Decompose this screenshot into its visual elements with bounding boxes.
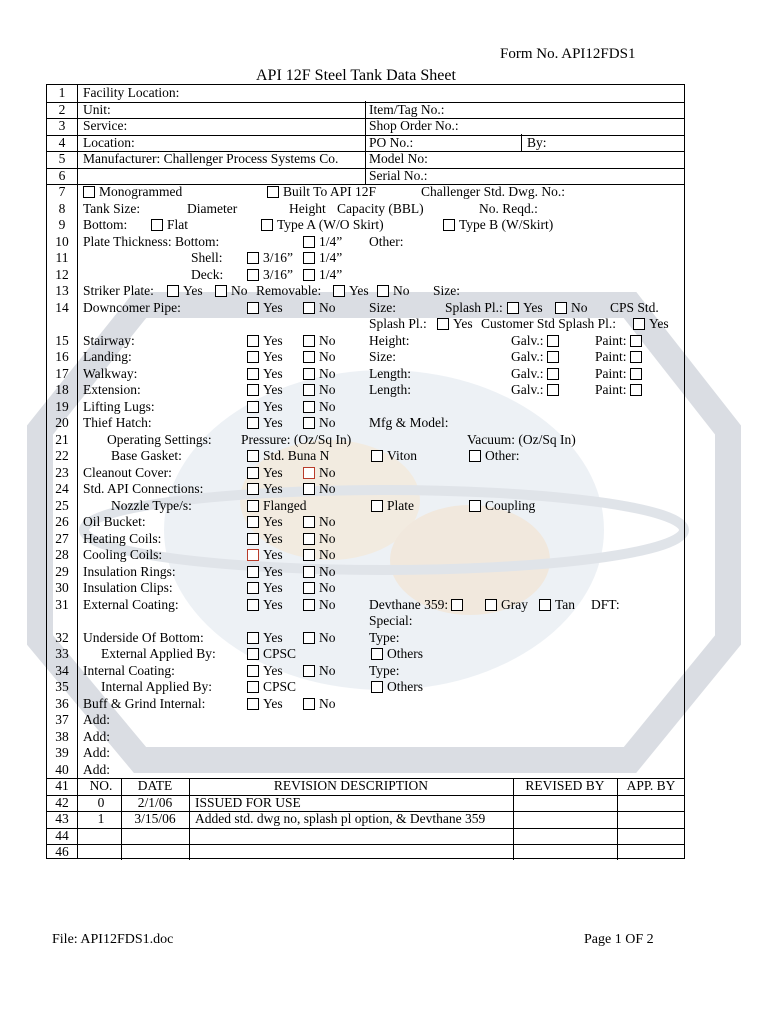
- buff-grind-no-checkbox[interactable]: [303, 698, 315, 710]
- extension-yes-checkbox[interactable]: [247, 384, 259, 396]
- landing-no-checkbox[interactable]: [303, 351, 315, 363]
- flanged-checkbox[interactable]: [247, 500, 259, 512]
- row-18: 18 Extension: Yes No Length: Galv.: Paint:: [47, 382, 684, 399]
- devthane-checkbox[interactable]: [451, 599, 463, 611]
- row-24: 24 Std. API Connections: Yes No: [55, 481, 336, 496]
- thief-hatch-yes-checkbox[interactable]: [247, 417, 259, 429]
- downcomer-yes-checkbox[interactable]: [247, 302, 259, 314]
- bottom-flat-checkbox[interactable]: [151, 219, 163, 231]
- type-a-checkbox[interactable]: [261, 219, 273, 231]
- int-applied-others-checkbox[interactable]: [371, 681, 383, 693]
- approved-by-header: APP. BY: [626, 778, 676, 793]
- row-22: 22 Base Gasket: Std. Buna N Viton Other:: [55, 448, 520, 463]
- row-29: 29 Insulation Rings: Yes No: [55, 563, 336, 579]
- landing-yes-checkbox[interactable]: [247, 351, 259, 363]
- thief-hatch-no-checkbox[interactable]: [303, 417, 315, 429]
- int-coating-yes-checkbox[interactable]: [247, 665, 259, 677]
- row-27: 27 Heating Coils: Yes No: [55, 530, 336, 546]
- serial-no-label: Serial No.:: [369, 167, 428, 183]
- cooling-coils-yes-checkbox[interactable]: [247, 549, 259, 561]
- api-connections-yes-checkbox[interactable]: [247, 483, 259, 495]
- unit-label: Unit:: [83, 101, 111, 117]
- underside-no-checkbox[interactable]: [303, 632, 315, 644]
- row-8: 8 Tank Size: Diameter Height Capacity (BBL) No. Reqd.:: [58, 200, 538, 216]
- lifting-lugs-no-checkbox[interactable]: [303, 401, 315, 413]
- row-2: 2 Unit: Item/Tag No.:: [47, 102, 684, 120]
- row-32: 32 Underside Of Bottom: Yes No Type:: [55, 629, 400, 645]
- rev-date-header: DATE: [137, 778, 173, 793]
- stairway-paint-checkbox[interactable]: [630, 335, 642, 347]
- row-1: 1 Facility Location:: [47, 85, 684, 103]
- splash-yes-checkbox[interactable]: [507, 302, 519, 314]
- revision-header-row: 41 NO. DATE REVISION DESCRIPTION REVISED BY APP. BY: [47, 778, 684, 796]
- deck-1-4-checkbox[interactable]: [303, 269, 315, 281]
- dwg-no-label: Challenger Std. Dwg. No.:: [421, 184, 565, 199]
- built-to-api-checkbox[interactable]: [267, 186, 279, 198]
- form-number: Form No. API12FDS1: [500, 46, 636, 62]
- customer-splash-yes-checkbox[interactable]: [633, 318, 645, 330]
- row-16: 16 Landing: Yes No Size: Galv.: Paint:: [47, 349, 684, 366]
- cooling-coils-no-checkbox[interactable]: [303, 549, 315, 561]
- row-19: 19 Lifting Lugs: Yes No: [55, 398, 336, 414]
- item-tag-label: Item/Tag No.:: [369, 101, 445, 117]
- splash-pl-yes-checkbox[interactable]: [437, 318, 449, 330]
- row-23: 23 Cleanout Cover: Yes No: [55, 464, 336, 480]
- stairway-no-checkbox[interactable]: [303, 335, 315, 347]
- lifting-lugs-yes-checkbox[interactable]: [247, 401, 259, 413]
- facility-location-label: Facility Location:: [83, 85, 180, 100]
- insulation-clips-yes-checkbox[interactable]: [247, 582, 259, 594]
- po-number-label: PO No.:: [369, 134, 414, 150]
- walkway-yes-checkbox[interactable]: [247, 368, 259, 380]
- row-7: 7 Monogrammed Built To API 12F Challenger Std. Dwg. No.:: [58, 184, 565, 199]
- row-36: 36 Buff & Grind Internal: Yes No: [55, 695, 336, 711]
- row-9: 9 Bottom: Flat Type A (W/O Skirt) Type B (W/Skirt): [58, 217, 554, 232]
- row-14: 14 Downcomer Pipe: Yes No Size: Splash Pl.: Yes No CPS Std.: [55, 299, 659, 315]
- data-sheet-form: [46, 84, 685, 859]
- oil-bucket-no-checkbox[interactable]: [303, 516, 315, 528]
- coupling-checkbox[interactable]: [469, 500, 481, 512]
- removable-no-checkbox[interactable]: [377, 285, 389, 297]
- row-28: 28 Cooling Coils: Yes No: [55, 547, 336, 562]
- walkway-paint-checkbox[interactable]: [630, 368, 642, 380]
- row-33: 33 External Applied By: CPSC Others: [55, 646, 423, 661]
- walkway-no-checkbox[interactable]: [303, 368, 315, 380]
- deck-3-16-checkbox[interactable]: [247, 269, 259, 281]
- revision-row: 42 0 2/1/06 ISSUED FOR USE: [47, 795, 684, 813]
- row-13: 13 Striker Plate: Yes No Removable: Yes No Size:: [55, 283, 460, 298]
- row-4: 4 Location: PO No.: By:: [47, 135, 684, 153]
- landing-paint-checkbox[interactable]: [630, 351, 642, 363]
- row-40: 40 Add:: [47, 762, 684, 780]
- revision-row: 44: [47, 828, 684, 846]
- removable-yes-checkbox[interactable]: [333, 285, 345, 297]
- row-30: 30 Insulation Clips: Yes No: [55, 580, 336, 595]
- page-number: Page 1 OF 2: [584, 932, 654, 947]
- manufacturer-label: Manufacturer: Challenger Process Systems Co.: [83, 151, 339, 166]
- tan-checkbox[interactable]: [539, 599, 551, 611]
- extension-no-checkbox[interactable]: [303, 384, 315, 396]
- by-label: By:: [527, 134, 547, 150]
- ext-coating-no-checkbox[interactable]: [303, 599, 315, 611]
- shell-1-4-checkbox[interactable]: [303, 252, 315, 264]
- row-6: 6 Serial No.:: [47, 168, 684, 186]
- row-34: 34 Internal Coating: Yes No Type:: [55, 662, 400, 678]
- splash-no-checkbox[interactable]: [555, 302, 567, 314]
- row-14-continued: Splash Pl.: Yes Customer Std Splash Pl.: Yes: [369, 316, 669, 331]
- extension-galv-checkbox[interactable]: [547, 384, 559, 396]
- row-15: 15 Stairway: Yes No Height: Galv.: Paint:: [47, 333, 684, 350]
- row-26: 26 Oil Bucket: Yes No: [55, 514, 336, 529]
- model-no-label: Model No:: [369, 151, 428, 166]
- heating-coils-yes-checkbox[interactable]: [247, 533, 259, 545]
- plate-checkbox[interactable]: [371, 500, 383, 512]
- striker-no-checkbox[interactable]: [215, 285, 227, 297]
- viton-checkbox[interactable]: [371, 450, 383, 462]
- shop-order-label: Shop Order No.:: [369, 118, 459, 133]
- row-12: 12 Deck: 3/16” 1/4”: [55, 266, 343, 282]
- row-5: 5 Manufacturer: Challenger Process Systems Co. Model No:: [47, 151, 684, 169]
- revised-by-header: REVISED BY: [525, 778, 605, 793]
- downcomer-no-checkbox[interactable]: [303, 302, 315, 314]
- oil-bucket-yes-checkbox[interactable]: [247, 516, 259, 528]
- striker-yes-checkbox[interactable]: [167, 285, 179, 297]
- shell-3-16-checkbox[interactable]: [247, 252, 259, 264]
- row-31: 31 External Coating: Yes No Devthane 359: Gray Tan DFT:: [55, 596, 620, 612]
- cleanout-yes-checkbox[interactable]: [247, 467, 259, 479]
- insulation-rings-yes-checkbox[interactable]: [247, 566, 259, 578]
- row-20: 20 Thief Hatch: Yes No Mfg & Model:: [55, 415, 449, 430]
- row-21: 21 Operating Settings: Pressure: (Oz/Sq In) Vacuum: (Oz/Sq In): [55, 431, 576, 447]
- row-35: 35 Internal Applied By: CPSC Others: [55, 679, 423, 694]
- rev-description-header: REVISION DESCRIPTION: [273, 778, 429, 793]
- gray-checkbox[interactable]: [485, 599, 497, 611]
- row-10: 10 Plate Thickness: Bottom: 1/4” Other:: [55, 233, 404, 249]
- rev-no-header: NO.: [89, 778, 113, 793]
- file-name: File: API12FDS1.doc: [52, 932, 174, 947]
- int-applied-cpsc-checkbox[interactable]: [247, 681, 259, 693]
- page-title: API 12F Steel Tank Data Sheet: [256, 67, 456, 84]
- cleanout-no-checkbox[interactable]: [303, 467, 315, 479]
- insulation-rings-no-checkbox[interactable]: [303, 566, 315, 578]
- landing-galv-checkbox[interactable]: [547, 351, 559, 363]
- row-38: 38 Add:: [55, 728, 110, 744]
- buff-grind-yes-checkbox[interactable]: [247, 698, 259, 710]
- row-37: 37 Add:: [55, 712, 110, 727]
- row-17: 17 Walkway: Yes No Length: Galv.: Paint:: [47, 366, 684, 383]
- monogrammed-checkbox[interactable]: [83, 186, 95, 198]
- heating-coils-no-checkbox[interactable]: [303, 533, 315, 545]
- stairway-galv-checkbox[interactable]: [547, 335, 559, 347]
- ext-coating-yes-checkbox[interactable]: [247, 599, 259, 611]
- api-connections-no-checkbox[interactable]: [303, 483, 315, 495]
- bottom-quarter-checkbox[interactable]: [303, 236, 315, 248]
- row-25: 25 Nozzle Type/s: Flanged Plate Coupling: [55, 497, 536, 513]
- insulation-clips-no-checkbox[interactable]: [303, 582, 315, 594]
- int-coating-no-checkbox[interactable]: [303, 665, 315, 677]
- ext-applied-cpsc-checkbox[interactable]: [247, 648, 259, 660]
- ext-applied-others-checkbox[interactable]: [371, 648, 383, 660]
- underside-yes-checkbox[interactable]: [247, 632, 259, 644]
- walkway-galv-checkbox[interactable]: [547, 368, 559, 380]
- row-11: 11 Shell: 3/16” 1/4”: [55, 250, 343, 265]
- type-b-checkbox[interactable]: [443, 219, 455, 231]
- row-39: 39 Add:: [55, 745, 110, 760]
- location-label: Location:: [83, 134, 135, 150]
- gasket-other-checkbox[interactable]: [469, 450, 481, 462]
- extension-paint-checkbox[interactable]: [630, 384, 642, 396]
- stairway-yes-checkbox[interactable]: [247, 335, 259, 347]
- service-label: Service:: [83, 118, 128, 133]
- buna-n-checkbox[interactable]: [247, 450, 259, 462]
- row-31-continued: Special:: [369, 613, 413, 628]
- revision-row: 46: [55, 844, 69, 859]
- row-3: 3 Service: Shop Order No.:: [47, 118, 684, 136]
- revision-row: 43 1 3/15/06 Added std. dwg no, splash pl option, & Devthane 359: [47, 811, 684, 829]
